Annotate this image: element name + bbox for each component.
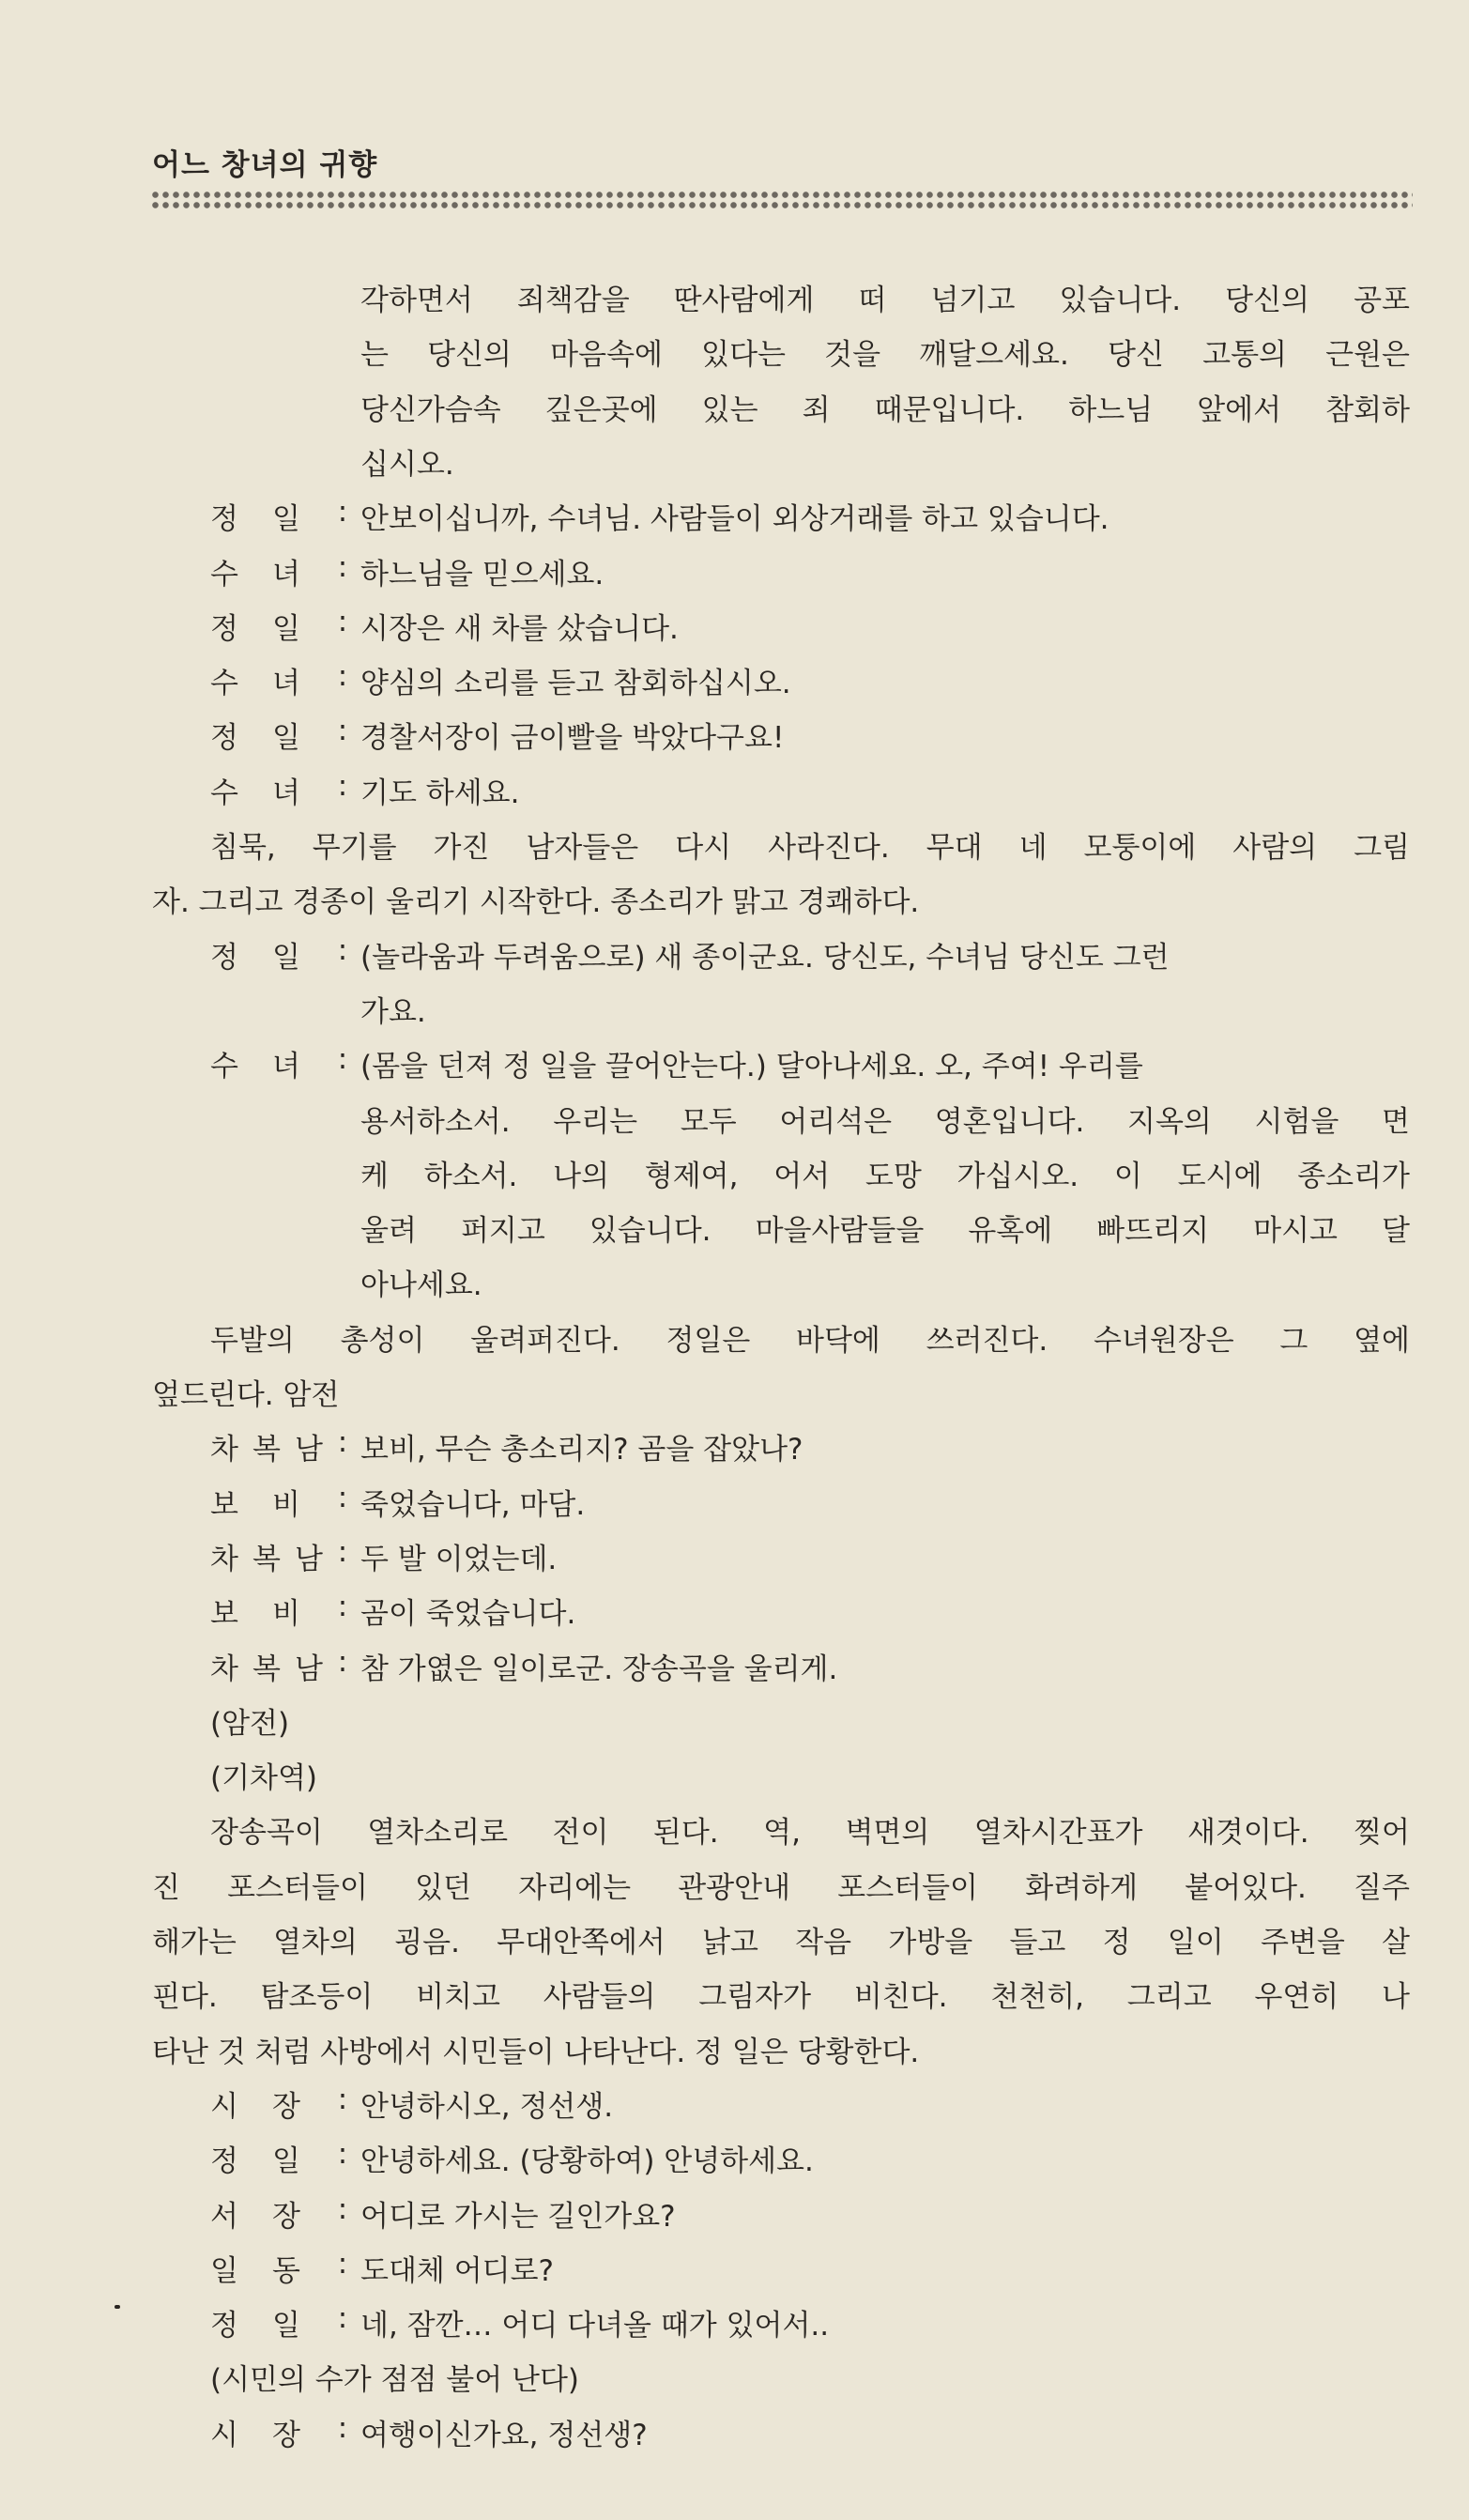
speaker-colon: : bbox=[337, 1042, 348, 1077]
speaker-name: 차 복 남 bbox=[210, 1652, 323, 1686]
dialogue-text: (놀라움과 두려움으로) 새 종이군요. 당신도, 수녀님 당신도 그런 bbox=[360, 940, 1170, 975]
speaker-colon: : bbox=[337, 2137, 348, 2172]
dialogue-text: 안녕하시오, 정선생. bbox=[360, 2089, 614, 2124]
dialogue-continuation: 는 당신의 마음속에 있다는 것을 깨달으세요. 당신 고통의 근원은 bbox=[360, 338, 1410, 373]
speaker-colon: : bbox=[337, 1425, 348, 1460]
dialogue-text: 네, 잠깐… 어디 다녀올 때가 있어서.. bbox=[360, 2309, 830, 2343]
dialogue-text: 여행이신가요, 정선생? bbox=[360, 2418, 648, 2452]
stage-note: (기차역) bbox=[210, 1761, 318, 1796]
dialogue-text: 보비, 무슨 총소리지? 곰을 잡았나? bbox=[360, 1433, 803, 1467]
speaker-name: 정 일 bbox=[210, 721, 300, 756]
stage-direction-continuation: 엎드린다. 암전 bbox=[152, 1378, 340, 1412]
dialogue-continuation: 용서하소서. 우리는 모두 어리석은 영혼입니다. 지옥의 시험을 면 bbox=[360, 1104, 1410, 1139]
speaker-colon: : bbox=[337, 495, 348, 530]
dialogue-continuation: 가요. bbox=[360, 994, 426, 1029]
speaker-name: 수 녀 bbox=[210, 776, 300, 810]
speaker-name: 시 장 bbox=[210, 2089, 300, 2124]
dialogue-text: 안녕하세요. (당황하여) 안녕하세요. bbox=[360, 2144, 814, 2179]
dialogue-text: 하느님을 믿으세요. bbox=[360, 557, 604, 592]
speaker-colon: : bbox=[337, 2301, 348, 2336]
speaker-colon: : bbox=[337, 2191, 348, 2226]
speaker-name: 정 일 bbox=[210, 2144, 300, 2179]
speaker-name: 서 장 bbox=[210, 2199, 300, 2234]
speaker-name: 보 비 bbox=[210, 1487, 300, 1522]
speaker-colon: : bbox=[337, 1534, 348, 1569]
speaker-colon: : bbox=[337, 1644, 348, 1679]
speaker-colon: : bbox=[337, 604, 348, 638]
speaker-name: 수 녀 bbox=[210, 667, 300, 701]
stray-pen-mark bbox=[115, 2305, 120, 2309]
dialogue-continuation: 케 하소서. 나의 형제여, 어서 도망 가십시오. 이 도시에 종소리가 bbox=[360, 1159, 1410, 1193]
speaker-colon: : bbox=[337, 2082, 348, 2116]
dialogue-text: 기도 하세요. bbox=[360, 776, 520, 810]
speaker-colon: : bbox=[337, 549, 348, 584]
dialogue-text: 도대체 어디로? bbox=[360, 2253, 554, 2288]
speaker-name: 보 비 bbox=[210, 1597, 300, 1632]
speaker-name: 정 일 bbox=[210, 940, 300, 975]
speaker-name: 정 일 bbox=[210, 2309, 300, 2343]
speaker-name: 정 일 bbox=[210, 502, 300, 537]
stage-direction: 침묵, 무기를 가진 남자들은 다시 사라진다. 무대 네 모퉁이에 사람의 그림 bbox=[210, 831, 1410, 865]
stage-direction-continuation: 해가는 열차의 굉음. 무대안쪽에서 낡고 작음 가방을 들고 정 일이 주변을 살 bbox=[152, 1926, 1410, 1959]
speaker-colon: : bbox=[337, 2410, 348, 2445]
speaker-name: 시 장 bbox=[210, 2418, 300, 2452]
dialogue-continuation: 아나세요. bbox=[360, 1268, 482, 1303]
stage-direction-continuation: 진 포스터들이 있던 자리에는 관광안내 포스터들이 화려하게 붙어있다. 질주 bbox=[152, 1870, 1410, 1905]
dialogue-text: 안보이십니까, 수녀님. 사람들이 외상거래를 하고 있습니다. bbox=[360, 502, 1109, 537]
speaker-name: 수 녀 bbox=[210, 1050, 300, 1084]
header-dotted-rule bbox=[150, 190, 1413, 210]
stage-direction-continuation: 타난 것 처럼 사방에서 시민들이 나타난다. 정 일은 당황한다. bbox=[152, 2035, 920, 2069]
dialogue-continuation: 당신가슴속 깊은곳에 있는 죄 때문입니다. 하느님 앞에서 참회하 bbox=[360, 392, 1410, 427]
speaker-name: 정 일 bbox=[210, 611, 300, 646]
speaker-name: 차 복 남 bbox=[210, 1433, 323, 1467]
speaker-colon: : bbox=[337, 932, 348, 967]
speaker-colon: : bbox=[337, 714, 348, 748]
dialogue-text: 두 발 이었는데. bbox=[360, 1542, 558, 1576]
running-header-title: 어느 창녀의 귀향 bbox=[152, 148, 378, 182]
stage-direction: 두발의 총성이 울려퍼진다. 정일은 바닥에 쓰러진다. 수녀원장은 그 옆에 bbox=[210, 1323, 1410, 1358]
speaker-colon: : bbox=[337, 768, 348, 803]
speaker-name: 차 복 남 bbox=[210, 1542, 323, 1576]
dialogue-text: (몸을 던져 정 일을 끌어안는다.) 달아나세요. 오, 주여! 우리를 bbox=[360, 1050, 1143, 1084]
dialogue-continuation: 각하면서 죄책감을 딴사람에게 떠 넘기고 있습니다. 당신의 공포 bbox=[360, 284, 1410, 317]
speaker-name: 수 녀 bbox=[210, 557, 300, 592]
speaker-colon: : bbox=[337, 659, 348, 694]
stage-direction-continuation: 자. 그리고 경종이 울리기 시작한다. 종소리가 맑고 경쾌하다. bbox=[152, 885, 920, 920]
dialogue-text: 곰이 죽었습니다. bbox=[360, 1597, 576, 1632]
stage-note: (암전) bbox=[210, 1706, 290, 1741]
dialogue-text: 양심의 소리를 듣고 참회하십시오. bbox=[360, 667, 791, 701]
dialogue-text: 경찰서장이 금이빨을 박았다구요! bbox=[360, 721, 785, 756]
stage-direction: 장송곡이 열차소리로 전이 된다. 역, 벽면의 열차시간표가 새겻이다. 찢어 bbox=[210, 1816, 1410, 1851]
dialogue-continuation: 십시오. bbox=[360, 447, 454, 482]
dialogue-text: 시장은 새 차를 샀습니다. bbox=[360, 611, 679, 646]
dialogue-continuation: 울려 퍼지고 있습니다. 마을사람들을 유혹에 빠뜨리지 마시고 달 bbox=[360, 1214, 1410, 1249]
speaker-name: 일 동 bbox=[210, 2253, 300, 2288]
stage-note: (시민의 수가 점점 불어 난다) bbox=[210, 2363, 580, 2398]
stage-direction-continuation: 핀다. 탐조등이 비치고 사람들의 그림자가 비친다. 천천히, 그리고 우연히 나 bbox=[152, 1980, 1410, 2015]
dialogue-text: 죽었습니다, 마담. bbox=[360, 1487, 586, 1522]
speaker-colon: : bbox=[337, 2246, 348, 2281]
dialogue-text: 어디로 가시는 길인가요? bbox=[360, 2199, 676, 2234]
speaker-colon: : bbox=[337, 1480, 348, 1514]
speaker-colon: : bbox=[337, 1590, 348, 1624]
dialogue-text: 참 가엾은 일이로군. 장송곡을 울리게. bbox=[360, 1652, 838, 1686]
